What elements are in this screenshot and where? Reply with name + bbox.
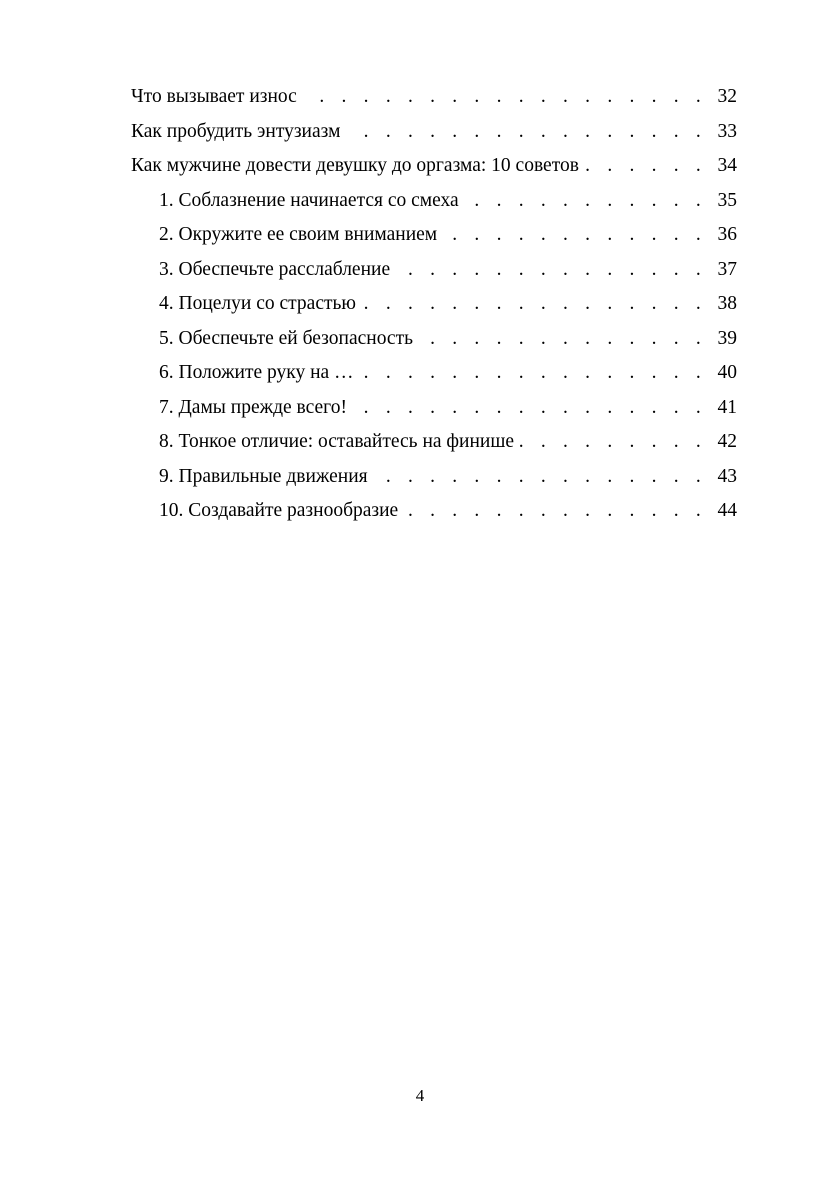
- toc-entry[interactable]: [131, 460, 737, 495]
- toc-entry-page: 44: [717, 500, 737, 521]
- toc-entry[interactable]: [131, 115, 737, 150]
- toc-dot-leader: [374, 460, 707, 495]
- toc-entry-title: 9. Правильные движения: [159, 465, 368, 487]
- toc-entry[interactable]: [131, 149, 737, 184]
- toc-entry-page: 36: [717, 224, 737, 245]
- table-of-contents: [131, 80, 737, 529]
- toc-entry-page: 40: [717, 362, 737, 383]
- toc-entry[interactable]: [131, 253, 737, 288]
- toc-entry-page: 37: [717, 258, 737, 280]
- toc-entry-page: 35: [717, 189, 737, 211]
- toc-entry-page: 39: [717, 327, 737, 349]
- toc-dot-leader: [585, 149, 707, 184]
- toc-entry-page: 42: [717, 431, 737, 452]
- toc-dot-leader: [419, 322, 707, 357]
- toc-entry[interactable]: [131, 287, 737, 322]
- toc-dot-leader: [303, 80, 707, 115]
- toc-dot-leader: [346, 115, 707, 150]
- toc-dot-leader: [353, 391, 707, 426]
- toc-dot-leader: [362, 287, 707, 322]
- page-number: 4: [415, 1086, 425, 1105]
- toc-entry-title: 2. Окружите ее своим вниманием: [159, 224, 438, 245]
- toc-entry-page: 32: [717, 86, 737, 107]
- toc-entry-page: 41: [717, 396, 737, 418]
- toc-entry-title: 4. Поцелуи со страстью: [159, 293, 356, 314]
- toc-entry-title: 3. Обеспечьте расслабление: [159, 258, 391, 280]
- toc-entry[interactable]: [131, 218, 737, 253]
- toc-entry-title: 7. Дамы прежде всего!: [159, 396, 347, 418]
- toc-entry[interactable]: [131, 494, 737, 529]
- toc-entry-title: 1. Соблазнение начинается со смеха: [159, 189, 459, 211]
- toc-entry-title: Что вызывает износ: [131, 86, 297, 107]
- toc-entry-page: 43: [717, 465, 737, 487]
- toc-entry[interactable]: [131, 356, 737, 391]
- toc-entry[interactable]: [131, 391, 737, 426]
- toc-entry[interactable]: [131, 425, 737, 460]
- toc-entry-page: 38: [717, 293, 737, 314]
- toc-entry-title: 5. Обеспечьте ей безопасность: [159, 327, 414, 349]
- toc-entry-title: 10. Создавайте разнообразие: [159, 500, 399, 521]
- toc-dot-leader: [404, 494, 707, 529]
- toc-dot-leader: [396, 253, 707, 288]
- toc-entry-title: Как пробудить энтузиазм: [131, 120, 341, 142]
- toc-entry[interactable]: [131, 322, 737, 357]
- toc-entry-title: 6. Положите руку на …: [159, 362, 354, 383]
- toc-entry-page: 33: [717, 120, 737, 142]
- toc-dot-leader: [443, 218, 707, 253]
- toc-entry-page: 34: [717, 155, 737, 176]
- toc-dot-leader: [360, 356, 707, 391]
- toc-entry-title: Как мужчине довести девушку до оргазма: 10 советов: [131, 155, 579, 176]
- toc-entry[interactable]: [131, 184, 737, 219]
- toc-entry[interactable]: [131, 80, 737, 115]
- toc-dot-leader: [520, 425, 707, 460]
- toc-entry-title: 8. Тонкое отличие: оставайтесь на финише: [159, 431, 515, 452]
- toc-dot-leader: [465, 184, 707, 219]
